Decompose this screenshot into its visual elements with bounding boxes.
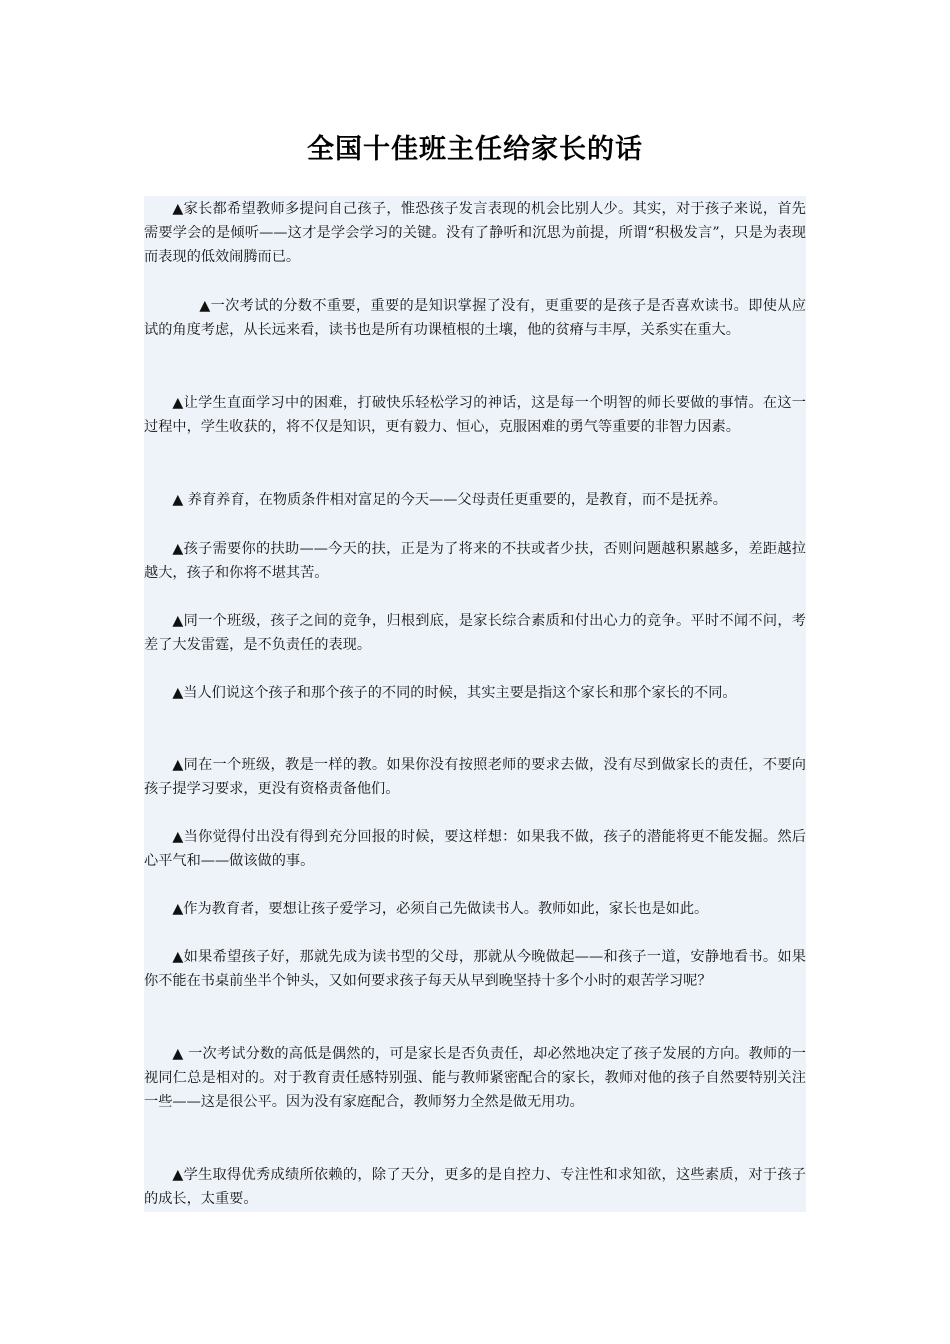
paragraph-4: ▲ 养育养育，在物质条件相对富足的今天——父母责任更重要的，是教育，而不是抚养。 xyxy=(172,492,727,508)
paragraph-9: ▲当你觉得付出没有得到充分回报的时候，要这样想：如果我不做，孩子的潜能将更不能发掘。然后心平气和——做该做的事。 xyxy=(144,829,806,869)
paragraph-11: ▲如果希望孩子好，那就先成为读书型的父母，那就从今晚做起——和孩子一道，安静地看书。如果你不能在书桌前坐半个钟头，又如何要求孩子每天从早到晚坚持十多个小时的艰苦学习呢？ xyxy=(144,949,806,989)
paragraph-12: ▲ 一次考试分数的高低是偶然的，可是家长是否负责任，却必然地决定了孩子发展的方向。教师的一视同仁总是相对的。对于教育责任感特别强、能与教师紧密配合的家长，教师对他的孩子自然要特别关注一些——这是很公平。因为没有家庭配合，教师努力全然是做无用功。 xyxy=(144,1046,806,1110)
paragraph-6: ▲同一个班级，孩子之间的竞争，归根到底，是家长综合素质和付出心力的竞争。平时不闻不问，考差了大发雷霆，是不负责任的表现。 xyxy=(144,613,806,653)
paragraph-1: ▲家长都希望教师多提问自己孩子，惟恐孩子发言表现的机会比别人少。其实，对于孩子来说，首先需要学会的是倾听——这才是学会学习的关键。没有了静听和沉思为前提，所谓“积极发言”，只是为表现而表现的低效闹腾而已。 xyxy=(144,201,806,265)
paragraph-2: ▲一次考试的分数不重要，重要的是知识掌握了没有，更重要的是孩子是否喜欢读书。即使从应试的角度考虑，从长远来看，读书也是所有功课植根的土壤，他的贫瘠与丰厚，关系实在重大。 xyxy=(144,298,806,338)
paragraph-5: ▲孩子需要你的扶助——今天的扶，正是为了将来的不扶或者少扶，否则问题越积累越多，差距越拉越大，孩子和你将不堪其苦。 xyxy=(144,541,806,581)
paragraph-13: ▲学生取得优秀成绩所依赖的，除了天分，更多的是自控力、专注性和求知欲，这些素质，对于孩子的成长，太重要。 xyxy=(144,1167,806,1207)
paragraph-10: ▲作为教育者，要想让孩子爱学习，必须自己先做读书人。教师如此，家长也是如此。 xyxy=(172,901,709,917)
paragraph-7: ▲当人们说这个孩子和那个孩子的不同的时候，其实主要是指这个家长和那个家长的不同。 xyxy=(172,685,737,701)
paragraph-8: ▲同在一个班级，教是一样的教。如果你没有按照老师的要求去做，没有尽到做家长的责任，不要向孩子提学习要求，更没有资格责备他们。 xyxy=(144,757,806,797)
page-title: 全国十佳班主任给家长的话 xyxy=(307,134,643,165)
paragraph-3: ▲让学生直面学习中的困难，打破快乐轻松学习的神话，这是每一个明智的师长要做的事情。在这一过程中，学生收获的，将不仅是知识，更有毅力、恒心，克服困难的勇气等重要的非智力因素。 xyxy=(144,395,806,435)
